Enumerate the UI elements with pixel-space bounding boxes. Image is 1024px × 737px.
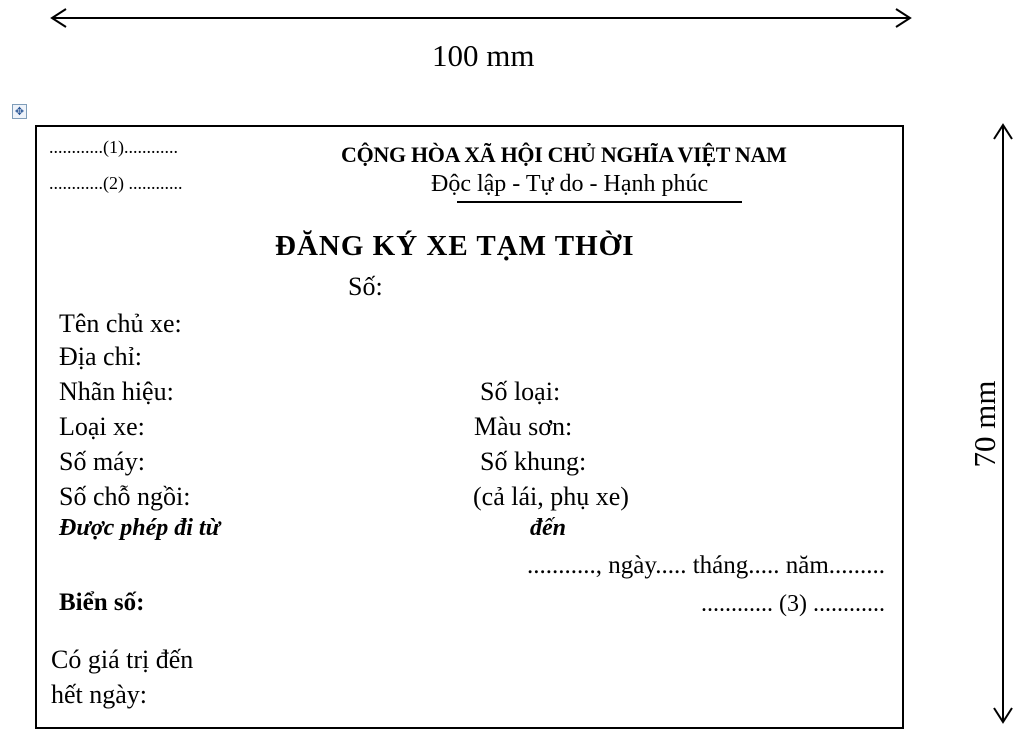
- seats-note: (cả lái, phụ xe): [473, 482, 629, 511]
- address-label: Địa chỉ:: [59, 342, 143, 371]
- temporary-registration-card: [35, 125, 904, 729]
- brand-label: Nhãn hiệu:: [59, 377, 174, 406]
- seats-label: Số chỗ ngồi:: [59, 482, 191, 511]
- chassis-number-label: Số khung:: [480, 447, 587, 476]
- document-title: ĐĂNG KÝ XE TẠM THỜI: [275, 230, 635, 262]
- engine-number-label: Số máy:: [59, 447, 145, 476]
- national-motto: Độc lập - Tự do - Hạnh phúc: [431, 171, 709, 197]
- valid-until-date-label: hết ngày:: [51, 680, 148, 709]
- allowed-from-label: Được phép đi từ: [59, 515, 220, 541]
- date-line: ..........., ngày..... tháng..... năm.........: [527, 552, 886, 579]
- allowed-to-label: đến: [530, 515, 566, 541]
- motto-underline: [457, 201, 742, 203]
- issuing-unit-line: ............(2) ............: [49, 173, 183, 193]
- plate-number-label: Biển số:: [59, 589, 145, 616]
- height-label: 70 mm: [967, 380, 1002, 468]
- width-label: 100 mm: [432, 38, 535, 73]
- table-move-handle[interactable]: ✥: [12, 104, 27, 119]
- owner-name-label: Tên chủ xe:: [59, 309, 182, 338]
- signer-line: ............ (3) ............: [701, 591, 885, 617]
- issuing-authority-line: ............(1)............: [49, 137, 178, 157]
- country-heading: CỘNG HÒA XÃ HỘI CHỦ NGHĨA VIỆT NAM: [341, 142, 787, 167]
- width-arrow: [52, 9, 910, 27]
- valid-until-label: Có giá trị đến: [51, 645, 194, 674]
- vehicle-type-label: Loại xe:: [59, 412, 145, 441]
- model-number-label: Số loại:: [480, 377, 561, 406]
- paint-color-label: Màu sơn:: [474, 412, 573, 441]
- number-label: Số:: [348, 272, 383, 301]
